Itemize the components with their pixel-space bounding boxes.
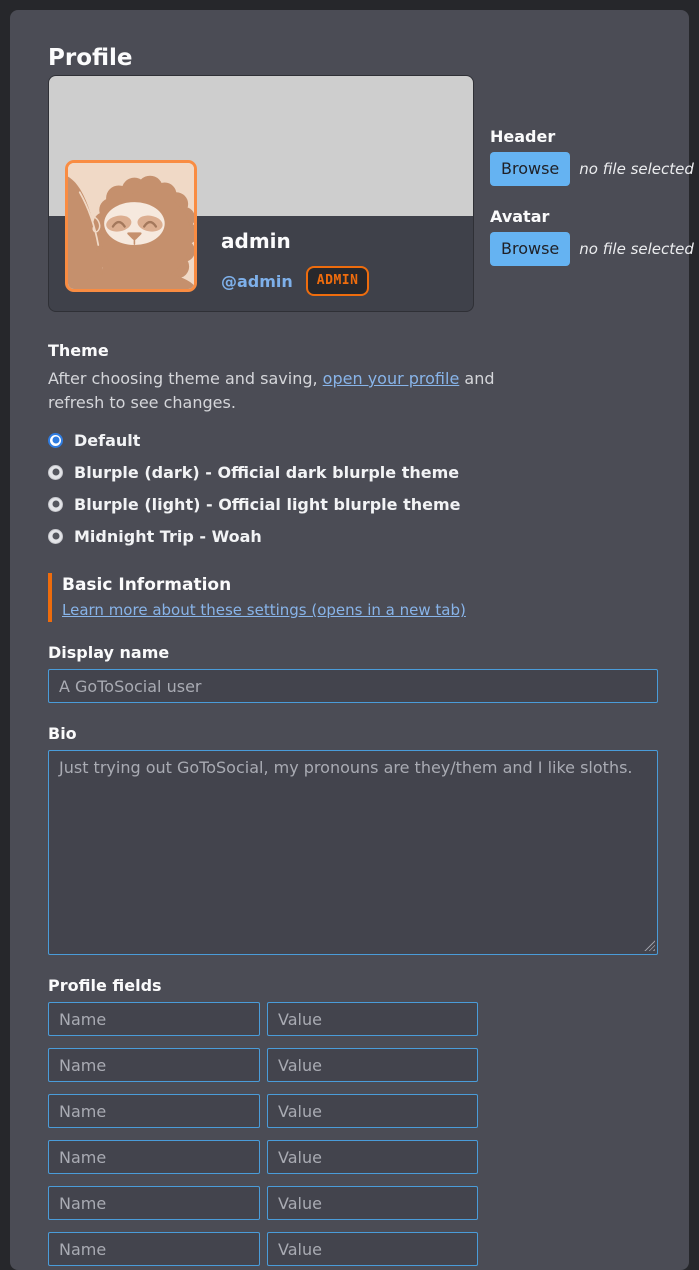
- profile-field-row-0: [48, 1002, 658, 1036]
- upload-controls: [490, 127, 694, 287]
- page-title: Profile: [48, 45, 133, 71]
- sloth-avatar-illustration: [68, 163, 194, 289]
- theme-options-list: [48, 430, 658, 546]
- bio-textarea-wrap: [48, 750, 658, 955]
- radio-unselected-icon[interactable]: [48, 465, 63, 480]
- display-name-label: Display name: [48, 643, 170, 662]
- profile-field-row-1: [48, 1048, 658, 1082]
- profile-field-name-input-1[interactable]: [48, 1048, 260, 1082]
- preview-display-name: admin: [221, 229, 291, 253]
- profile-field-row-5: [48, 1232, 658, 1266]
- theme-label: Theme: [48, 341, 109, 360]
- theme-hint: [48, 367, 518, 415]
- bio-label: Bio: [48, 724, 77, 743]
- theme-option-label[interactable]: Blurple (dark) - Official dark blurple theme: [74, 462, 460, 482]
- theme-hint-line2: refresh to see changes.: [48, 393, 236, 412]
- profile-field-value-input-4[interactable]: [267, 1186, 478, 1220]
- theme-option-0[interactable]: [48, 430, 658, 450]
- learn-more-link[interactable]: Learn more about these settings (opens in a new tab): [62, 601, 466, 619]
- sloth-avatar: [65, 160, 197, 292]
- profile-field-value-input-5[interactable]: [267, 1232, 478, 1266]
- header-file-status: no file selected: [579, 160, 694, 178]
- profile-field-value-input-2[interactable]: [267, 1094, 478, 1128]
- bio-textarea[interactable]: [48, 750, 658, 955]
- avatar-upload-label: Avatar: [490, 207, 550, 226]
- profile-preview-card: [48, 75, 474, 312]
- theme-option-label[interactable]: Midnight Trip - Woah: [74, 526, 262, 546]
- header-upload-row: [490, 152, 694, 186]
- radio-selected-icon[interactable]: [48, 433, 63, 448]
- profile-field-name-input-3[interactable]: [48, 1140, 260, 1174]
- bio-field: [48, 724, 658, 955]
- profile-field-name-input-2[interactable]: [48, 1094, 260, 1128]
- avatar-browse-button[interactable]: Browse: [490, 232, 570, 266]
- avatar-upload-row: [490, 232, 694, 266]
- avatar-file-status: no file selected: [579, 240, 694, 258]
- profile-fields-label: Profile fields: [48, 976, 162, 995]
- profile-field-row-2: [48, 1094, 658, 1128]
- preview-username: @admin: [221, 271, 293, 291]
- profile-preview-row: [48, 75, 694, 312]
- profile-field-row-3: [48, 1140, 658, 1174]
- theme-section: [48, 341, 658, 546]
- profile-field-name-input-4[interactable]: [48, 1186, 260, 1220]
- theme-hint-after: and: [459, 369, 495, 388]
- profile-fields-section: [48, 976, 658, 1266]
- radio-unselected-icon[interactable]: [48, 529, 63, 544]
- display-name-input[interactable]: [48, 669, 658, 703]
- theme-option-label[interactable]: Default: [74, 430, 141, 450]
- theme-option-3[interactable]: [48, 526, 658, 546]
- admin-role-badge: ADMIN: [306, 266, 370, 296]
- open-your-profile-link[interactable]: open your profile: [322, 369, 460, 388]
- settings-panel: [10, 10, 694, 1270]
- theme-hint-before: After choosing theme and saving,: [48, 369, 323, 388]
- profile-field-value-input-0[interactable]: [267, 1002, 478, 1036]
- profile-field-value-input-3[interactable]: [267, 1140, 478, 1174]
- preview-handle-row: [221, 266, 369, 296]
- theme-option-1[interactable]: [48, 462, 658, 482]
- profile-field-name-input-5[interactable]: [48, 1232, 260, 1266]
- basic-information-section-header: [48, 573, 658, 622]
- header-upload-label: Header: [490, 127, 556, 146]
- theme-option-2[interactable]: [48, 494, 658, 514]
- profile-fields-rows: [48, 1002, 658, 1266]
- profile-field-row-4: [48, 1186, 658, 1220]
- radio-unselected-icon[interactable]: [48, 497, 63, 512]
- display-name-field: [48, 643, 658, 703]
- profile-field-name-input-0[interactable]: [48, 1002, 260, 1036]
- header-browse-button[interactable]: Browse: [490, 152, 570, 186]
- theme-option-label[interactable]: Blurple (light) - Official light blurple theme: [74, 494, 461, 514]
- basic-information-heading: Basic Information: [62, 575, 232, 595]
- profile-field-value-input-1[interactable]: [267, 1048, 478, 1082]
